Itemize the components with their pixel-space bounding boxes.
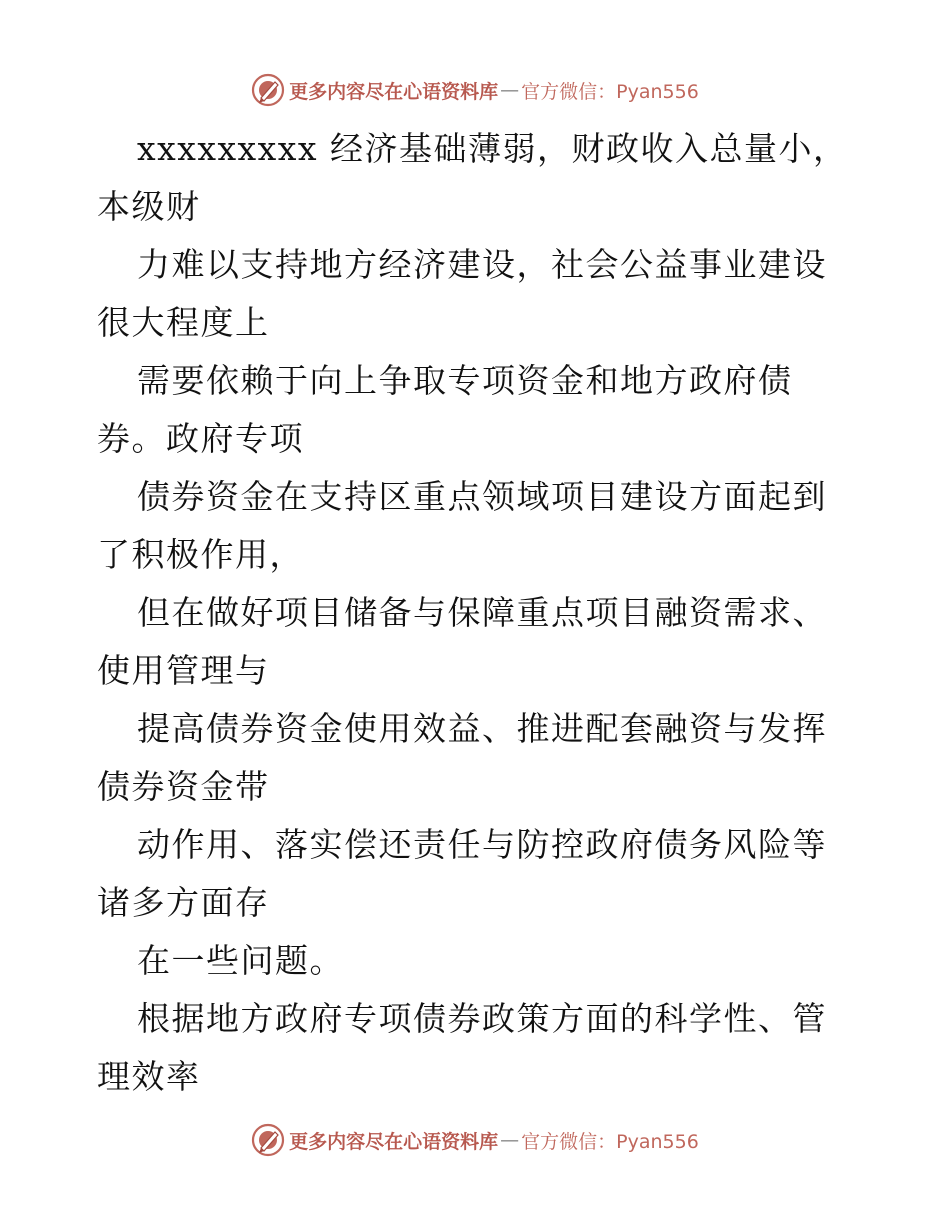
paragraph: 力难以支持地方经济建设，社会公益事业建设很大程度上 <box>97 245 827 342</box>
banner-slogan: 更多内容尽在心语资料库 <box>289 1130 499 1153</box>
paragraph: 需要依赖于向上争取专项资金和地方政府债券。政府专项 <box>97 361 793 458</box>
paragraph: 债券资金在支持区重点领域项目建设方面起到了积极作用， <box>97 477 827 574</box>
paragraph: 根据地方政府专项债券政策方面的科学性、管理效率 <box>97 999 827 1096</box>
paragraph: xxxxxxxxx 经济基础薄弱，财政收入总量小，本级财 <box>97 129 848 226</box>
paragraph: 在一些问题。 <box>137 941 344 980</box>
banner-separator: — <box>500 79 520 101</box>
paragraph: 提高债券资金使用效益、推进配套融资与发挥债券资金带 <box>97 709 827 806</box>
pen-logo-icon <box>251 1123 285 1157</box>
footer-banner <box>0 1120 950 1160</box>
paragraph: 但在做好项目储备与保障重点项目融资需求、使用管理与 <box>97 593 827 690</box>
banner-slogan: 更多内容尽在心语资料库 <box>289 80 499 103</box>
header-banner <box>0 70 950 110</box>
document-body <box>97 120 857 1106</box>
pen-logo-icon <box>251 73 285 107</box>
banner-separator: — <box>500 1129 520 1151</box>
banner-wechat-label: 官方微信：Pyan556 <box>521 80 699 103</box>
paragraph: 动作用、落实偿还责任与防控政府债务风险等诸多方面存 <box>97 825 827 922</box>
banner-wechat-label: 官方微信：Pyan556 <box>521 1130 699 1153</box>
